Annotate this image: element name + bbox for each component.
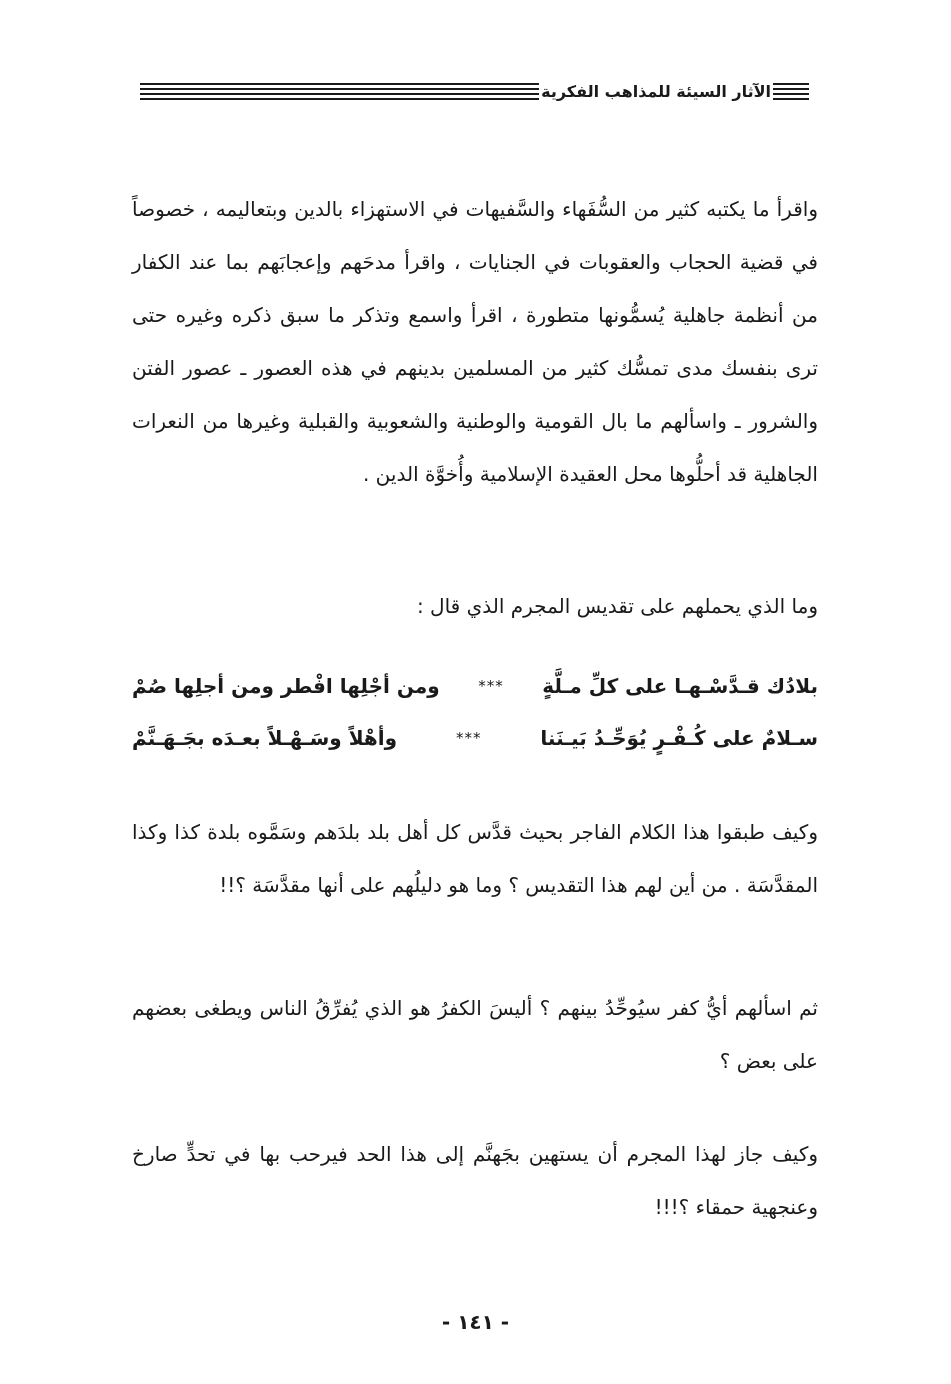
verse-first-hemistich: بلادُك قـدَّسْـهـا على كلِّ مـلَّةٍ [542, 674, 818, 698]
paragraph-4: ثم اسألهم أيُّ كفر سيُوحِّدُ بينهم ؟ أليسَ الكفرُ هو الذي يُفرِّقُ الناس ويطغى بعضهم على بعض ؟ [132, 996, 818, 1073]
poem-verse [132, 666, 818, 706]
poem-verse [132, 718, 818, 758]
verse-second-hemistich: ومن أجْلِها افْطر ومن أجلِها صُمْ [132, 674, 440, 698]
verse-separator: *** [478, 677, 504, 695]
running-header-title: الآثار السيئة للمذاهب الفكرية [541, 81, 771, 101]
page-number: - ١٤١ - [441, 1310, 510, 1334]
header-rule-right [773, 83, 809, 100]
verse-first-hemistich: سـلامٌ على كُـفْـرٍ يُوَحِّـدُ بَيـنَنا [540, 726, 818, 750]
verse-second-hemistich: وأهْلاً وسَـهْـلاً بعـدَه بجَـهَـنَّمْ [132, 726, 398, 750]
paragraph-2: وما الذي يحملهم على تقديس المجرم الذي قال : [416, 594, 818, 618]
running-header [132, 76, 817, 106]
paragraph-1: واقرأ ما يكتبه كثير من السُّفَهاء والسَّفيهات في الاستهزاء بالدين وبتعاليمه ، خصوصاً في قضية الحجاب والعقوبات في الجنايات ، واقرأ مدحَهم وإعجابَهم بما عند الكفار من أنظمة جاهلية يُسمُّونها متطورة ، اقرأ واسمع وتذكر ما سبق ذكره وغيره حتى ترى بنفسك مدى تمسُّك كثير من المسلمين بدينهم في هذه العصور ـ عصور الفتن والشرور ـ واسألهم ما بال القومية والوطنية والشعوبية والقبلية وغيرها من النعرات الجاهلية قد أحلُّوها محل العقيدة الإسلامية وأُخوَّة الدين . [132, 197, 818, 486]
header-rule-left [140, 83, 539, 100]
paragraph-5: وكيف جاز لهذا المجرم أن يستهين بجَهنَّم إلى هذا الحد فيرحب بها في تحدٍّ صارخ وعنجهية حمقاء ؟!!! [132, 1142, 818, 1219]
paragraph-3: وكيف طبقوا هذا الكلام الفاجر بحيث قدَّس كل أهل بلد بلدَهم وسَمَّوه بلدة كذا وكذا المقدَّسَة . من أين لهم هذا التقديس ؟ وما هو دليلُهم على أنها مقدَّسَة ؟!! [132, 820, 818, 897]
verse-separator: *** [455, 729, 482, 747]
